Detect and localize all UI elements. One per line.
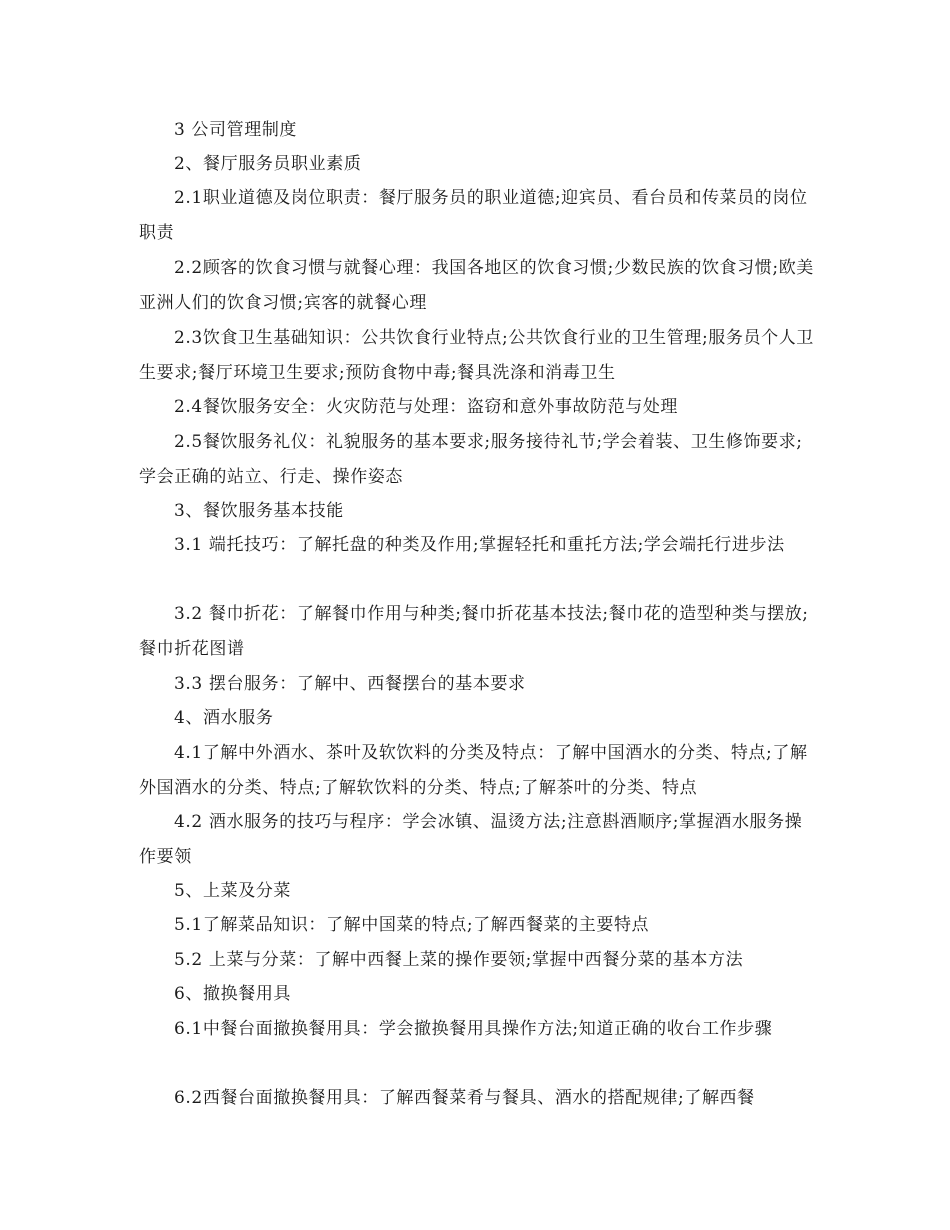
paragraph-2-3: 2.3饮食卫生基础知识：公共饮食行业特点;公共饮食行业的卫生管理;服务员个人卫生要求;餐厅环境卫生要求;预防食物中毒;餐具洗涤和消毒卫生 — [139, 328, 814, 383]
heading-section-2: 2、餐厅服务员职业素质 — [174, 154, 362, 174]
heading-section-6: 6、撤换餐用具 — [174, 984, 292, 1004]
paragraph-5-2: 5.2 上菜与分菜：了解中西餐上菜的操作要领;掌握中西餐分菜的基本方法 — [174, 950, 744, 970]
paragraph-2-5: 2.5餐饮服务礼仪：礼貌服务的基本要求;服务接待礼节;学会着装、卫生修饰要求; 学会正确的站立、行走、操作姿态 — [139, 432, 803, 487]
paragraph-2-2: 2.2顾客的饮食习惯与就餐心理：我国各地区的饮食习惯;少数民族的饮食习惯;欧美亚洲人们的饮食习惯;宾客的就餐心理 — [139, 258, 814, 313]
paragraph-2-1: 2.1职业道德及岗位职责：餐厅服务员的职业道德;迎宾员、看台员和传菜员的岗位职责 — [139, 188, 808, 243]
heading-section-4: 4、酒水服务 — [174, 708, 274, 728]
heading-section-3: 3、餐饮服务基本技能 — [174, 501, 344, 521]
paragraph-6-2: 6.2西餐台面撤换餐用具：了解西餐菜肴与餐具、酒水的搭配规律;了解西餐 — [174, 1088, 755, 1108]
heading-section-5: 5、上菜及分菜 — [174, 881, 292, 901]
paragraph-section-3-company-rules: 3 公司管理制度 — [174, 120, 298, 140]
paragraph-5-1: 5.1了解菜品知识：了解中国菜的特点;了解西餐菜的主要特点 — [174, 915, 650, 935]
paragraph-4-1: 4.1了解中外酒水、茶叶及软饮料的分类及特点：了解中国酒水的分类、特点;了解外国酒水的分类、特点;了解软饮料的分类、特点;了解茶叶的分类、特点 — [139, 743, 808, 798]
paragraph-6-1: 6.1中餐台面撤换餐用具：学会撤换餐用具操作方法;知道正确的收台工作步骤 — [174, 1019, 773, 1039]
paragraph-3-2: 3.2 餐巾折花：了解餐巾作用与种类;餐巾折花基本技法;餐巾花的造型种类与摆放; 餐巾折花图谱 — [139, 604, 809, 659]
paragraph-3-1: 3.1 端托技巧：了解托盘的种类及作用;掌握轻托和重托方法;学会端托行进步法 — [174, 535, 785, 555]
paragraph-3-3: 3.3 摆台服务：了解中、西餐摆台的基本要求 — [174, 674, 526, 694]
paragraph-4-2: 4.2 酒水服务的技巧与程序：学会冰镇、温烫方法;注意斟酒顺序;掌握酒水服务操作要领 — [139, 812, 803, 867]
paragraph-2-4: 2.4餐饮服务安全：火灾防范与处理：盗窃和意外事故防范与处理 — [174, 397, 679, 417]
